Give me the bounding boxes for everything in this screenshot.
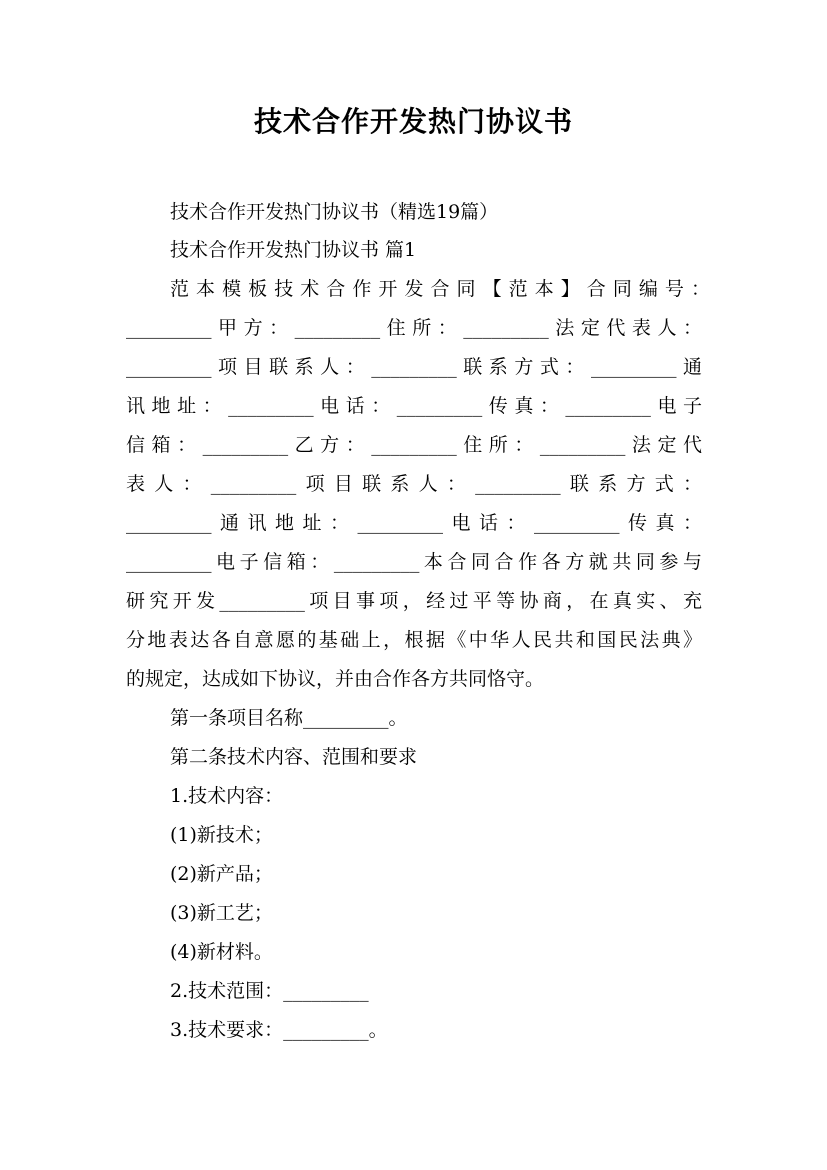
paragraph-line: 表人：_________项目联系人：_________联系方式： bbox=[126, 473, 702, 495]
list-item: (1)新技术； bbox=[170, 824, 273, 846]
paragraph-line: 讯地址：_________电话：_________传真：_________电子 bbox=[126, 395, 702, 417]
subtitle-line: 技术合作开发热门协议书（精选19篇） bbox=[170, 201, 499, 223]
article-heading: 第一条项目名称_________。 bbox=[170, 707, 408, 729]
list-item: (2)新产品； bbox=[170, 863, 273, 885]
list-item: 3.技术要求：_________。 bbox=[170, 1019, 388, 1041]
list-item: 1.技术内容： bbox=[170, 785, 284, 807]
paragraph-line: 范本模板技术合作开发合同【范本】合同编号： bbox=[170, 278, 710, 300]
paragraph-line: _________电子信箱：_________本合同合作各方就共同参与 bbox=[126, 551, 702, 573]
paragraph-line: 的规定，达成如下协议，并由合作各方共同恪守。 bbox=[126, 668, 545, 690]
paragraph-line: 分地表达各自意愿的基础上，根据《中华人民共和国民法典》 bbox=[126, 629, 702, 651]
paragraph-line: _________通讯地址：_________电话：_________传真： bbox=[126, 512, 702, 534]
section-heading: 技术合作开发热门协议书 篇1 bbox=[170, 239, 417, 261]
article-heading: 第二条技术内容、范围和要求 bbox=[170, 746, 418, 768]
list-item: (3)新工艺； bbox=[170, 902, 273, 924]
list-item: (4)新材料。 bbox=[170, 941, 273, 963]
paragraph-line: _________甲方：_________住所：_________法定代表人： bbox=[126, 317, 702, 339]
paragraph-line: 信箱：_________乙方：_________住所：_________法定代 bbox=[126, 434, 702, 456]
paragraph-line: _________项目联系人：_________联系方式：_________通 bbox=[126, 356, 702, 378]
list-item: 2.技术范围：_________ bbox=[170, 980, 369, 1002]
paragraph-line: 研究开发_________项目事项，经过平等协商，在真实、充 bbox=[126, 590, 702, 612]
document-title: 技术合作开发热门协议书 bbox=[253, 105, 573, 138]
